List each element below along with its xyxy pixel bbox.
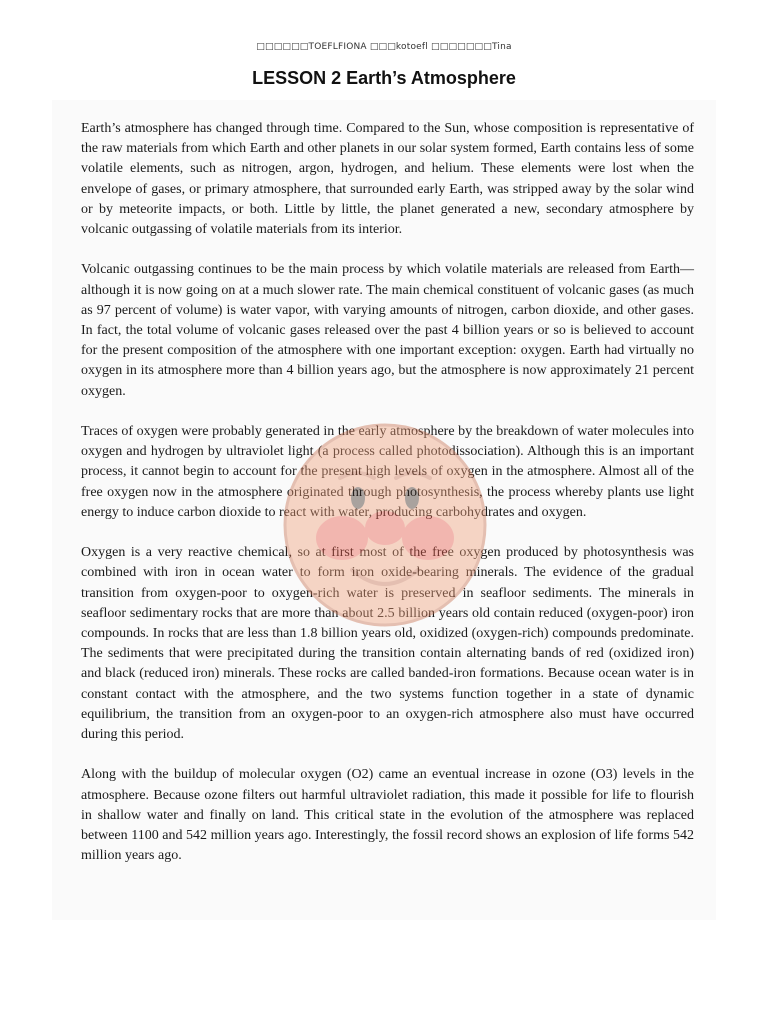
paragraph-5: Along with the buildup of molecular oxygen (O2) came an eventual increase in ozone (O3) levels in the atmosphere. Because ozone filters out harmful ultraviolet radiation, this made it possible for life to flourish in shallow water and finally on land. This critical state in the evolution of the atmosphere was replaced between 1100 and 542 million years ago. Interestingly, the fossil record shows an explosion of life forms 542 million years ago.	[81, 767, 694, 864]
paragraph-3: Traces of oxygen were probably generated in the early atmosphere by the breakdown of water molecules into oxygen and hydrogen by ultraviolet light (a process called photodissociation). Although this is an important process, it cannot begin to account for the present high levels of oxygen in the atmosphere. Almost all of the free oxygen now in the atmosphere originated through photosynthesis, the process whereby plants use light energy to induce carbon dioxide to react with water, producing carbohydrates and oxygen.	[81, 424, 694, 520]
paragraph-2: Volcanic outgassing continues to be the main process by which volatile materials are released from Earth—although it is now going on at a much slower rate. The main chemical constituent of volcanic gases (as much as 97 percent of volume) is water vapor, with varying amounts of nitrogen, carbon dioxide, and other gases. In fact, the total volume of volcanic gases released over the past 4 billion years or so is believed to account for the present composition of the atmosphere with one important exception: oxygen. Earth had virtually no oxygen in its atmosphere more than 4 billion years ago, but the atmosphere is now approximately 21 percent oxygen.	[81, 262, 694, 399]
page-title: LESSON 2 Earth’s Atmosphere	[252, 68, 516, 88]
document-body	[81, 119, 694, 887]
paragraph-1: Earth’s atmosphere has changed through time. Compared to the Sun, whose composition is representative of the raw materials from which Earth and other planets in our solar system formed, Earth contains less of some volatile elements, such as nitrogen, argon, hydrogen, and helium. These elements were lost when the envelope of gases, or primary atmosphere, that surrounded early Earth, was stripped away by the solar wind or by meteorite impacts, or both. Little by little, the planet generated a new, secondary atmosphere by volcanic outgassing of volatile materials from its interior.	[81, 121, 694, 238]
page-header: □□□□□□TOEFLFIONA □□□kotoefl □□□□□□□Tina	[256, 42, 512, 52]
paragraph-4: Oxygen is a very reactive chemical, so at first most of the free oxygen produced by photosynthesis was combined with iron in ocean water to form iron oxide-bearing minerals. The evidence of the gradual transition from oxygen-poor to oxygen-rich water is preserved in seafloor sediments. The minerals in seafloor sedimentary rocks that are more than about 2.5 billion years old contain reduced (oxygen-poor) iron compounds. In rocks that are less than 1.8 billion years old, oxidized (oxygen-rich) compounds predominate. The sediments that were precipitated during the transition contain alternating bands of red (oxidized iron) and black (reduced iron) minerals. These rocks are called banded-iron formations. Because ocean water is in constant contact with the atmosphere, and the two systems function together in a state of dynamic equilibrium, the transition from an oxygen-poor to an oxygen-rich atmosphere also must have occurred during this period.	[81, 545, 694, 743]
